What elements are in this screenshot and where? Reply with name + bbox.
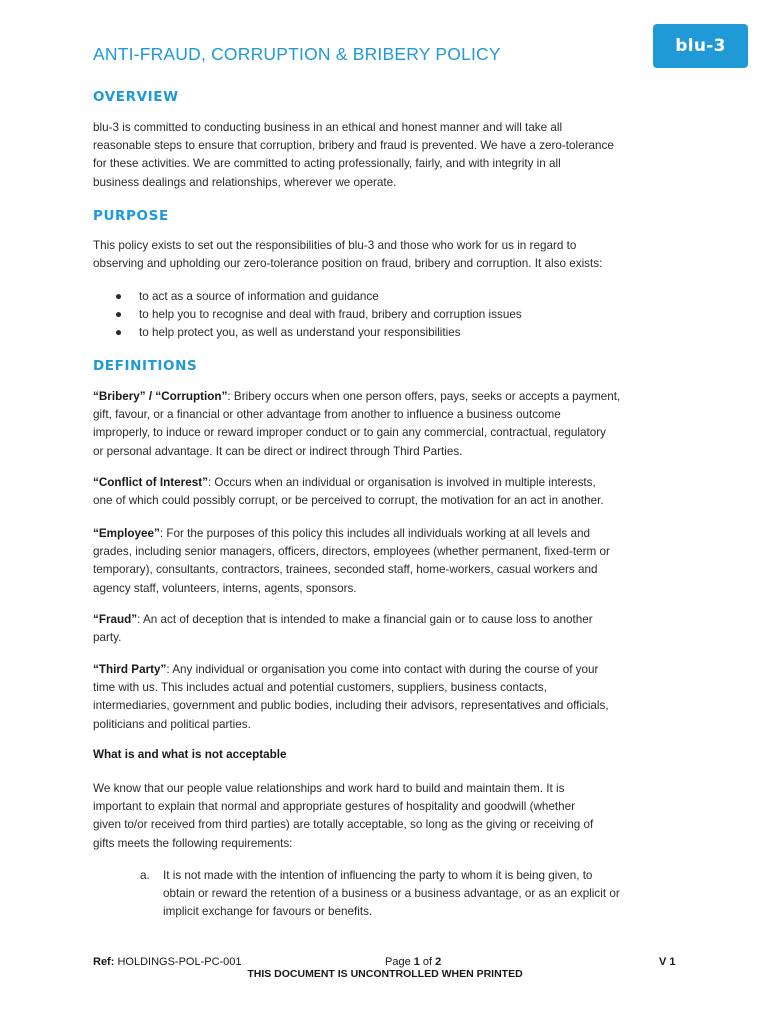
- list-item: [93, 288, 683, 306]
- list-item: [93, 324, 683, 342]
- overview-heading: OVERVIEW: [93, 89, 179, 105]
- text-line: one of which could possibly corrupt, or be perceived to corrupt, the motivation for an act in another.: [93, 494, 604, 508]
- footer-reference: [93, 956, 242, 968]
- definition-term: “Bribery” / “Corruption”: [93, 390, 228, 403]
- text-line: time with us. This includes actual and potential customers, suppliers, business contacts,: [93, 681, 547, 695]
- bullet-icon: ●: [115, 326, 123, 340]
- text-line: grades, including senior managers, officers, directors, employees (whether permanent, fixed-term or: [93, 545, 610, 559]
- definitions-heading: DEFINITIONS: [93, 358, 198, 374]
- definition-bribery: [93, 388, 683, 461]
- footer-ref-label: Ref:: [93, 956, 115, 968]
- text-line: gifts meets the following requirements:: [93, 836, 293, 850]
- text-line: : Bribery occurs when one person offers, pays, seeks or accepts a payment,: [227, 390, 621, 403]
- acceptable-paragraph: [93, 780, 683, 853]
- footer-uncontrolled-note: THIS DOCUMENT IS UNCONTROLLED WHEN PRINTED: [247, 968, 523, 980]
- purpose-heading: PURPOSE: [93, 208, 169, 224]
- text-line: It is not made with the intention of influencing the party to whom it is being given, to: [163, 869, 593, 882]
- text-line: for these activities. We are committed to acting professionally, fairly, and with integrity in all: [93, 157, 561, 171]
- text-line: : Any individual or organisation you come into contact with during the course of your: [166, 663, 599, 676]
- text-line: important to explain that normal and appropriate gestures of hospitality and goodwill (whether: [93, 800, 576, 814]
- text-line: politicians and political parties.: [93, 717, 251, 731]
- page-total: 2: [435, 956, 442, 968]
- definition-third-party: [93, 661, 683, 734]
- text-line: or personal advantage. It can be direct or indirect through Third Parties.: [93, 444, 463, 458]
- text-line: observing and upholding our zero-tolerance position on fraud, bribery and corruption. It also exists:: [93, 257, 603, 271]
- text-line: temporary), consultants, contractors, trainees, seconded staff, home-workers, casual workers and: [93, 563, 598, 577]
- text-line: business dealings and relationships, wherever we operate.: [93, 175, 397, 189]
- definition-conflict-of-interest: [93, 474, 683, 510]
- footer-page-number: [385, 956, 441, 968]
- page-of: of: [419, 956, 436, 968]
- list-item-text: to act as a source of information and guidance: [139, 290, 379, 303]
- list-item-text: to help you to recognise and deal with fraud, bribery and corruption issues: [139, 308, 522, 322]
- purpose-bullet-list: [93, 288, 683, 343]
- text-line: improperly, to induce or reward improper conduct or to gain any commercial, contractual, regulatory: [93, 426, 606, 440]
- text-line: This policy exists to set out the responsibilities of blu-3 and those who work for us in regard to: [93, 239, 577, 252]
- text-line: blu-3 is committed to conducting business in an ethical and honest manner and will take all: [93, 121, 563, 134]
- text-line: We know that our people value relationships and work hard to build and maintain them. It is: [93, 782, 565, 795]
- definition-fraud: [93, 611, 683, 647]
- definition-term: “Fraud”: [93, 613, 138, 626]
- text-line: implicit exchange for favours or benefits.: [163, 905, 373, 919]
- blu3-logo: blu-3: [653, 24, 748, 68]
- bullet-icon: ●: [115, 290, 123, 303]
- list-item-text: [140, 867, 680, 922]
- overview-paragraph: [93, 119, 683, 192]
- bullet-icon: ●: [115, 308, 123, 322]
- footer-version: V 1: [659, 956, 676, 968]
- definition-term: “Conflict of Interest”: [93, 476, 208, 489]
- text-line: obtain or reward the retention of a business or a business advantage, or as an explicit or: [163, 887, 620, 901]
- acceptable-subheading: What is and what is not acceptable: [93, 748, 287, 761]
- definition-employee: [93, 525, 683, 598]
- requirement-item-a: [140, 867, 680, 922]
- text-line: agency staff, volunteers, interns, agents, sponsors.: [93, 581, 357, 595]
- text-line: : Occurs when an individual or organisation is involved in multiple interests,: [207, 476, 596, 489]
- text-line: party.: [93, 631, 122, 645]
- definition-term: “Third Party”: [93, 663, 167, 676]
- list-item-text: to help protect you, as well as understand your responsibilities: [139, 326, 461, 340]
- text-line: reasonable steps to ensure that corruption, bribery and fraud is prevented. We have a zero-tolerance: [93, 139, 614, 153]
- definition-term: “Employee”: [93, 527, 160, 540]
- footer-ref-value: HOLDINGS-POL-PC-001: [114, 956, 242, 968]
- list-item: [93, 306, 683, 324]
- list-marker: a.: [140, 869, 150, 882]
- text-line: given to/or received from third parties) are totally acceptable, so long as the giving or receiving of: [93, 818, 594, 832]
- text-line: gift, favour, or a financial or other advantage from another to influence a business outcome: [93, 408, 561, 422]
- text-line: : For the purposes of this policy this includes all individuals working at all levels and: [159, 527, 590, 540]
- text-line: : An act of deception that is intended to make a financial gain or to cause loss to another: [137, 613, 593, 626]
- text-line: intermediaries, government and public bodies, including their advisors, representatives and officials,: [93, 699, 609, 713]
- page-label: Page: [385, 956, 414, 968]
- page-current: 1: [413, 956, 420, 968]
- purpose-paragraph: [93, 237, 683, 273]
- document-title: ANTI-FRAUD, CORRUPTION & BRIBERY POLICY: [93, 44, 501, 64]
